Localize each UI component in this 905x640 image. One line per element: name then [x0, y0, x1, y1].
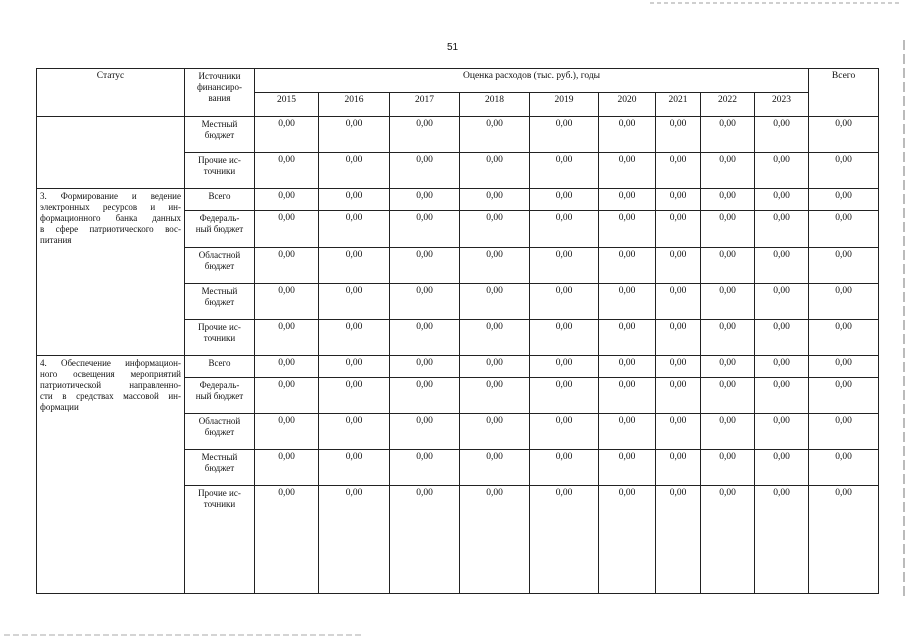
- value-cell: 0,00: [390, 247, 460, 283]
- value-cell: 0,00: [319, 117, 390, 153]
- value-cell: 0,00: [599, 247, 656, 283]
- source-line: Областной: [198, 249, 241, 260]
- value-cell: 0,00: [390, 319, 460, 355]
- value-cell: 0,00: [656, 247, 701, 283]
- value-cell: 0,00: [255, 117, 319, 153]
- value-cell: 0,00: [701, 189, 755, 211]
- total-cell: 0,00: [809, 486, 879, 594]
- value-cell: 0,00: [656, 486, 701, 594]
- value-cell: 0,00: [656, 283, 701, 319]
- total-cell: 0,00: [809, 414, 879, 450]
- source-line: Областной: [198, 416, 241, 427]
- header-sources-line: вания: [208, 93, 231, 103]
- status-line: электронных ресурсов и ин-: [40, 202, 181, 213]
- scan-artifact-bottom: [4, 634, 364, 636]
- value-cell: 0,00: [319, 319, 390, 355]
- value-cell: 0,00: [599, 283, 656, 319]
- status-line: сти в средствах массовой ин-: [40, 390, 181, 401]
- value-cell: 0,00: [530, 189, 599, 211]
- value-cell: 0,00: [460, 355, 530, 377]
- source-line: Прочие ис-: [198, 488, 241, 499]
- value-cell: 0,00: [530, 283, 599, 319]
- value-cell: 0,00: [701, 378, 755, 414]
- status-line: 3. Формирование и ведение: [40, 191, 181, 202]
- value-cell: 0,00: [460, 283, 530, 319]
- value-cell: 0,00: [599, 319, 656, 355]
- value-cell: 0,00: [255, 211, 319, 247]
- value-cell: 0,00: [390, 414, 460, 450]
- header-total: Всего: [809, 69, 879, 117]
- source-cell: [185, 414, 255, 450]
- header-estimate: Оценка расходов (тыс. руб.), годы: [255, 69, 809, 93]
- source-line: Местный: [201, 452, 238, 463]
- value-cell: 0,00: [701, 153, 755, 189]
- total-cell: 0,00: [809, 153, 879, 189]
- value-cell: 0,00: [701, 117, 755, 153]
- total-cell: 0,00: [809, 247, 879, 283]
- value-cell: 0,00: [701, 247, 755, 283]
- header-sources: [185, 69, 255, 117]
- value-cell: 0,00: [255, 378, 319, 414]
- source-line: Федераль-: [199, 213, 240, 224]
- value-cell: 0,00: [530, 211, 599, 247]
- value-cell: 0,00: [390, 153, 460, 189]
- value-cell: 0,00: [701, 486, 755, 594]
- value-cell: 0,00: [755, 450, 809, 486]
- year-header: 2023: [755, 93, 809, 117]
- value-cell: 0,00: [599, 414, 656, 450]
- value-cell: 0,00: [755, 355, 809, 377]
- value-cell: 0,00: [656, 378, 701, 414]
- table-row: [37, 117, 879, 153]
- value-cell: 0,00: [530, 153, 599, 189]
- value-cell: 0,00: [755, 189, 809, 211]
- value-cell: 0,00: [755, 211, 809, 247]
- value-cell: 0,00: [599, 378, 656, 414]
- value-cell: 0,00: [460, 450, 530, 486]
- total-cell: 0,00: [809, 319, 879, 355]
- total-cell: 0,00: [809, 378, 879, 414]
- value-cell: 0,00: [319, 486, 390, 594]
- source-cell: [185, 450, 255, 486]
- value-cell: 0,00: [319, 153, 390, 189]
- source-line: ный бюджет: [195, 391, 244, 401]
- value-cell: 0,00: [319, 247, 390, 283]
- value-cell: 0,00: [319, 355, 390, 377]
- value-cell: 0,00: [755, 153, 809, 189]
- value-cell: 0,00: [530, 486, 599, 594]
- value-cell: 0,00: [255, 414, 319, 450]
- value-cell: 0,00: [255, 153, 319, 189]
- value-cell: 0,00: [530, 450, 599, 486]
- value-cell: 0,00: [755, 117, 809, 153]
- total-cell: 0,00: [809, 211, 879, 247]
- table-row: [37, 189, 879, 211]
- value-cell: 0,00: [599, 450, 656, 486]
- status-line: формационного банка данных: [40, 213, 181, 224]
- source-cell: [185, 355, 255, 377]
- source-cell: [185, 189, 255, 211]
- year-header: 2018: [460, 93, 530, 117]
- status-line: 4. Обеспечение информацион-: [40, 357, 181, 368]
- header-sources-line: Источники: [198, 71, 241, 81]
- source-line: точники: [203, 166, 236, 177]
- source-cell: [185, 486, 255, 594]
- value-cell: 0,00: [460, 153, 530, 189]
- value-cell: 0,00: [755, 283, 809, 319]
- value-cell: 0,00: [755, 414, 809, 450]
- source-cell: [185, 117, 255, 153]
- value-cell: 0,00: [656, 319, 701, 355]
- value-cell: 0,00: [599, 486, 656, 594]
- status-line: ного освещения мероприятий: [40, 368, 181, 379]
- value-cell: 0,00: [390, 450, 460, 486]
- table-row: [37, 355, 879, 377]
- source-cell: [185, 153, 255, 189]
- value-cell: 0,00: [460, 189, 530, 211]
- year-header: 2019: [530, 93, 599, 117]
- status-line: в сфере патриотического вос-: [40, 224, 181, 235]
- scan-artifact-top: [650, 2, 900, 4]
- source-cell: [185, 283, 255, 319]
- value-cell: 0,00: [390, 211, 460, 247]
- value-cell: 0,00: [656, 414, 701, 450]
- source-line: Всего: [208, 191, 231, 202]
- source-line: точники: [203, 332, 236, 343]
- value-cell: 0,00: [656, 211, 701, 247]
- total-cell: 0,00: [809, 189, 879, 211]
- source-line: бюджет: [204, 260, 235, 271]
- value-cell: 0,00: [656, 117, 701, 153]
- value-cell: 0,00: [460, 319, 530, 355]
- value-cell: 0,00: [319, 378, 390, 414]
- value-cell: 0,00: [255, 189, 319, 211]
- source-line: Федераль-: [199, 380, 240, 390]
- value-cell: 0,00: [390, 189, 460, 211]
- source-line: Прочие ис-: [198, 155, 241, 166]
- value-cell: 0,00: [319, 414, 390, 450]
- value-cell: 0,00: [599, 355, 656, 377]
- value-cell: 0,00: [701, 283, 755, 319]
- value-cell: 0,00: [255, 450, 319, 486]
- value-cell: 0,00: [755, 486, 809, 594]
- source-line: Местный: [201, 119, 238, 129]
- page-number: 51: [446, 42, 459, 53]
- value-cell: 0,00: [530, 117, 599, 153]
- value-cell: 0,00: [701, 414, 755, 450]
- source-line: бюджет: [204, 463, 235, 474]
- value-cell: 0,00: [255, 319, 319, 355]
- status-cell: [37, 117, 185, 189]
- source-line: Всего: [208, 357, 231, 368]
- total-cell: 0,00: [809, 117, 879, 153]
- value-cell: 0,00: [656, 153, 701, 189]
- budget-table: [36, 68, 879, 594]
- value-cell: 0,00: [656, 189, 701, 211]
- value-cell: 0,00: [701, 355, 755, 377]
- value-cell: 0,00: [319, 283, 390, 319]
- value-cell: 0,00: [460, 247, 530, 283]
- value-cell: 0,00: [599, 153, 656, 189]
- year-header: 2015: [255, 93, 319, 117]
- source-line: ный бюджет: [195, 224, 244, 235]
- value-cell: 0,00: [390, 283, 460, 319]
- value-cell: 0,00: [255, 283, 319, 319]
- value-cell: 0,00: [530, 378, 599, 414]
- status-cell: [37, 189, 185, 356]
- value-cell: 0,00: [460, 378, 530, 414]
- value-cell: 0,00: [390, 486, 460, 594]
- value-cell: 0,00: [701, 211, 755, 247]
- source-line: бюджет: [204, 130, 235, 140]
- value-cell: 0,00: [530, 414, 599, 450]
- value-cell: 0,00: [390, 117, 460, 153]
- value-cell: 0,00: [390, 378, 460, 414]
- source-line: бюджет: [204, 296, 235, 307]
- status-line: питания: [40, 235, 72, 246]
- year-header: 2021: [656, 93, 701, 117]
- source-cell: [185, 319, 255, 355]
- source-line: Местный: [201, 285, 238, 296]
- year-header: 2016: [319, 93, 390, 117]
- value-cell: 0,00: [255, 247, 319, 283]
- value-cell: 0,00: [255, 355, 319, 377]
- source-line: Прочие ис-: [198, 321, 241, 332]
- table-header: [37, 69, 879, 117]
- source-line: точники: [203, 499, 236, 510]
- value-cell: 0,00: [701, 450, 755, 486]
- total-cell: 0,00: [809, 283, 879, 319]
- value-cell: 0,00: [755, 247, 809, 283]
- source-cell: [185, 211, 255, 247]
- source-cell: [185, 378, 255, 414]
- total-cell: 0,00: [809, 450, 879, 486]
- value-cell: 0,00: [701, 319, 755, 355]
- value-cell: 0,00: [319, 189, 390, 211]
- value-cell: 0,00: [599, 211, 656, 247]
- header-sources-line: финансиро-: [196, 82, 243, 92]
- value-cell: 0,00: [530, 355, 599, 377]
- value-cell: 0,00: [390, 355, 460, 377]
- status-line: патриотической направленно-: [40, 379, 181, 390]
- value-cell: 0,00: [460, 211, 530, 247]
- value-cell: 0,00: [319, 450, 390, 486]
- value-cell: 0,00: [599, 117, 656, 153]
- status-cell: [37, 355, 185, 593]
- value-cell: 0,00: [460, 486, 530, 594]
- value-cell: 0,00: [460, 117, 530, 153]
- value-cell: 0,00: [255, 486, 319, 594]
- value-cell: 0,00: [530, 247, 599, 283]
- total-cell: 0,00: [809, 355, 879, 377]
- value-cell: 0,00: [599, 189, 656, 211]
- year-header: 2022: [701, 93, 755, 117]
- table-body: [37, 117, 879, 594]
- source-line: бюджет: [204, 427, 235, 438]
- year-header: 2017: [390, 93, 460, 117]
- year-header: 2020: [599, 93, 656, 117]
- value-cell: 0,00: [656, 450, 701, 486]
- header-status: Статус: [37, 69, 185, 117]
- value-cell: 0,00: [530, 319, 599, 355]
- source-cell: [185, 247, 255, 283]
- value-cell: 0,00: [656, 355, 701, 377]
- status-line: формации: [40, 401, 79, 412]
- value-cell: 0,00: [755, 378, 809, 414]
- value-cell: 0,00: [319, 211, 390, 247]
- value-cell: 0,00: [755, 319, 809, 355]
- value-cell: 0,00: [460, 414, 530, 450]
